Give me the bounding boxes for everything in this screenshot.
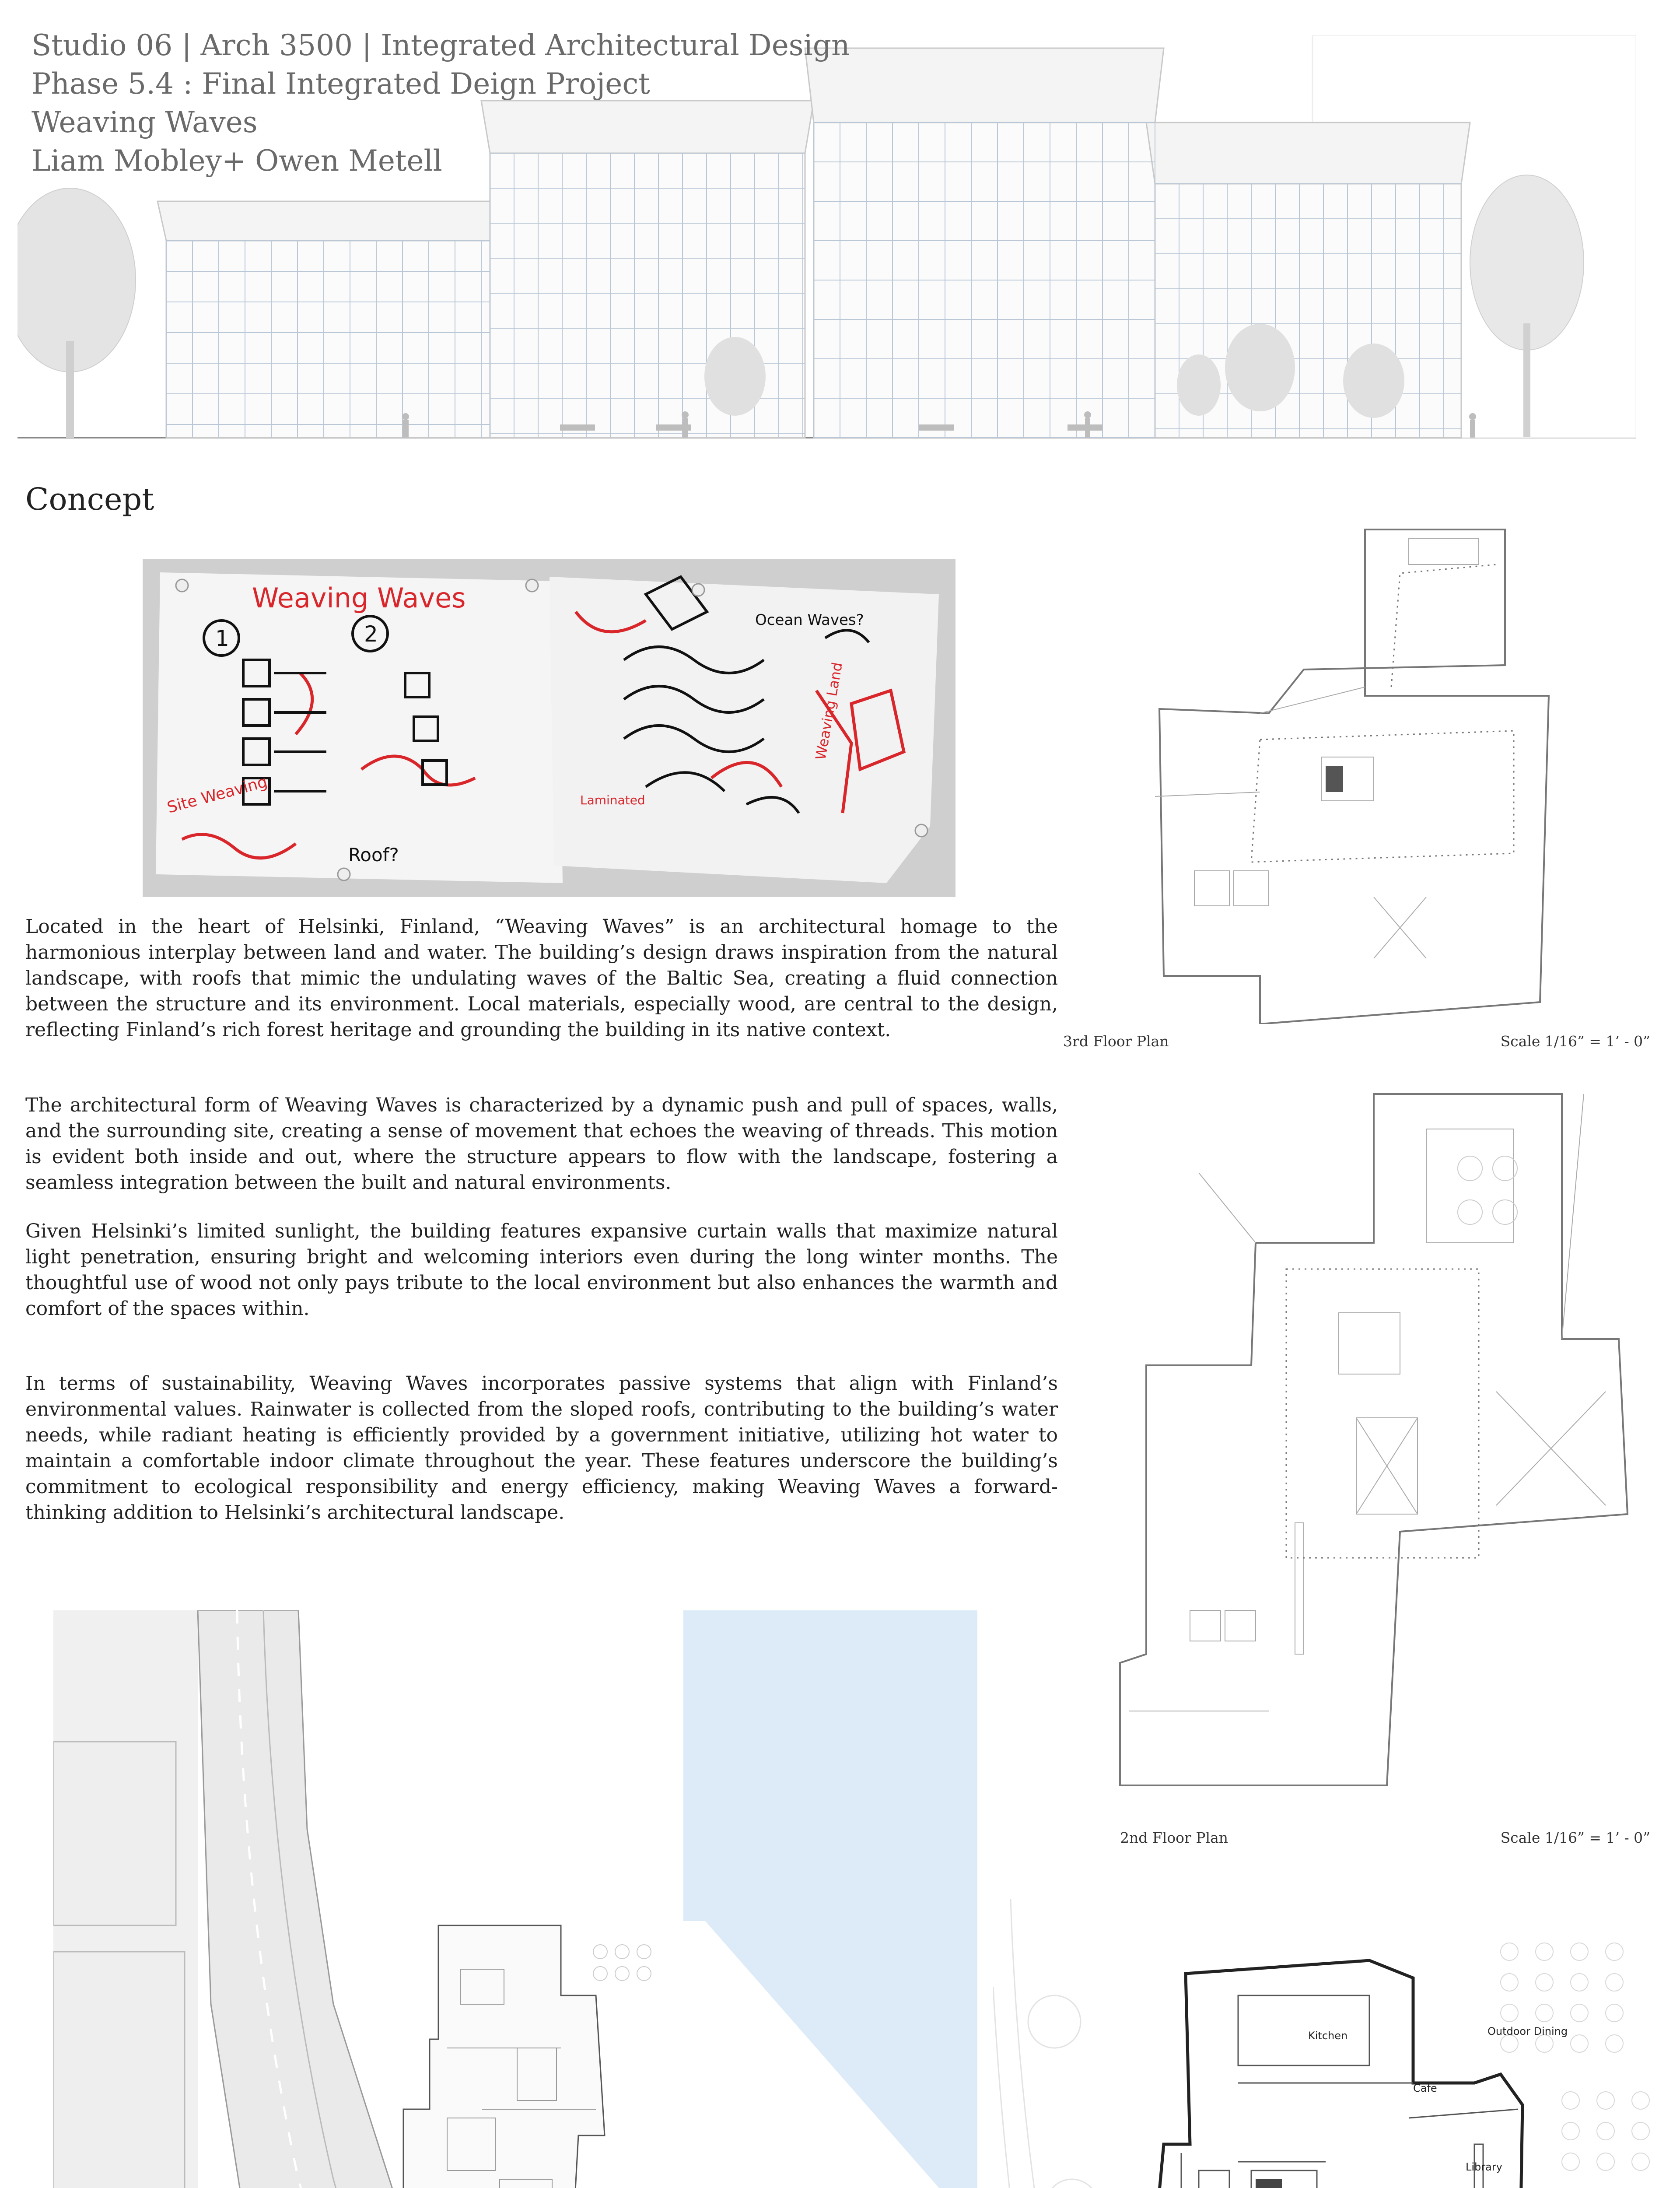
concept-sketch-photo bbox=[143, 559, 956, 897]
title-studio-line: Studio 06 | Arch 3500 | Integrated Architectural Design bbox=[32, 28, 850, 62]
sketch-label-ocean-waves: Ocean Waves? bbox=[755, 611, 864, 629]
project-title-block bbox=[32, 26, 850, 180]
sketch-label-roof: Roof? bbox=[348, 844, 399, 866]
room-label-library: Library bbox=[1466, 2161, 1502, 2173]
concept-heading: Concept bbox=[25, 481, 154, 517]
sketch-label-weaving-waves: Weaving Waves bbox=[252, 582, 466, 614]
sketch-label-1: 1 bbox=[215, 626, 229, 651]
ground-floor-plan-drawing bbox=[993, 1899, 1680, 2188]
second-floor-plan-caption: 2nd Floor Plan bbox=[1120, 1829, 1228, 1846]
title-project-name: Weaving Waves bbox=[32, 105, 258, 139]
second-floor-plan-drawing bbox=[1102, 1085, 1649, 1803]
site-plan-drawing bbox=[53, 1610, 977, 2188]
sketch-label-weaving-land: Weaving Land bbox=[812, 661, 846, 761]
sketch-label-2: 2 bbox=[364, 621, 378, 647]
concept-paragraph-2: The architectural form of Weaving Waves is characterized by a dynamic push and pull of spaces, walls, and the surrounding site, creating a sense of movement that echoes the weaving of threads. This motion is evident both inside and out, where the structure appears to flow with the landscape, fostering a seamless integration between the built and natural environments. bbox=[25, 1094, 1058, 1194]
concept-paragraph-1: Located in the heart of Helsinki, Finland, “Weaving Waves” is an architectural homage to the harmonious interplay between land and water. The building’s design draws inspiration from the natural landscape, with roofs that mimic the undulating waves of the Baltic Sea, creating a fluid connection between the structure and its environment. Local materials, especially wood, are central to the design, reflecting Finland’s rich forest heritage and grounding the building in its native context. bbox=[25, 915, 1058, 1041]
third-floor-plan-caption: 3rd Floor Plan bbox=[1063, 1033, 1169, 1050]
concept-paragraph-3: Given Helsinki’s limited sunlight, the building features expansive curtain walls that maximize natural light penetration, ensuring bright and welcoming interiors even during the long winter months. The thoughtful use of wood not only pays tribute to the local environment but also enhances the warmth and comfort of the spaces within. bbox=[25, 1220, 1058, 1320]
title-authors: Liam Mobley+ Owen Metell bbox=[32, 144, 442, 178]
second-floor-plan-scale: Scale 1/16” = 1’ - 0” bbox=[1500, 1829, 1650, 1846]
room-label-outdoor-dining: Outdoor Dining bbox=[1488, 2025, 1568, 2037]
title-phase-line: Phase 5.4 : Final Integrated Deign Project bbox=[32, 67, 650, 101]
room-label-kitchen: Kitchen bbox=[1308, 2030, 1348, 2042]
sketch-label-laminated: Laminated bbox=[580, 793, 645, 807]
sketch-label-site-weaving: Site Weaving bbox=[165, 773, 270, 817]
third-floor-plan-drawing bbox=[1120, 521, 1558, 1024]
room-label-cafe: Cafe bbox=[1413, 2082, 1437, 2094]
third-floor-plan-scale: Scale 1/16” = 1’ - 0” bbox=[1500, 1033, 1650, 1050]
concept-paragraph-4: In terms of sustainability, Weaving Waves incorporates passive systems that align with Finland’s environmental values. Rainwater is collected from the sloped roofs, contributing to the building’s water needs, while radiant heating is efficiently provided by a government initiative, utilizing hot water to maintain a comfortable indoor climate throughout the year. These features underscore the building’s commitment to ecological responsibility and energy efficiency, making Weaving Waves a forward-thinking addition to Helsinki’s architectural landscape. bbox=[25, 1372, 1058, 1524]
